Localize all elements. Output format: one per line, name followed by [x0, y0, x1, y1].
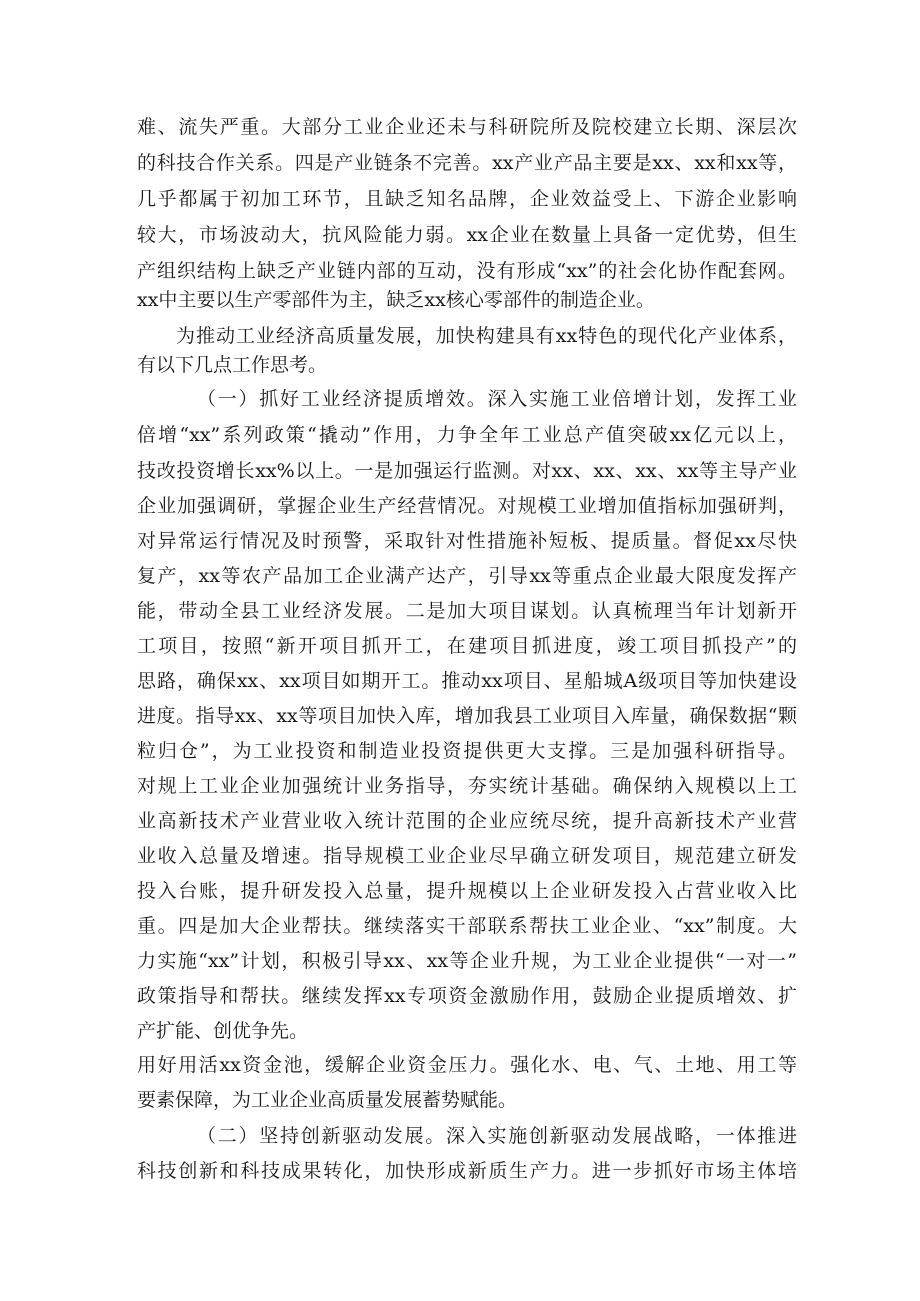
text-line: 有以下几点工作思考。 — [137, 354, 328, 376]
text-line: 投入台账，提升研发投入总量，提升规模以上企业研发投入占营业收入比 — [137, 880, 797, 902]
text-line: 重。四是加大企业帮扶。继续落实干部联系帮扶工业企业、“xx”制度。大 — [137, 915, 797, 937]
text-line: 业收入总量及增速。指导规模工业企业尽早确立研发项目，规范建立研发 — [137, 845, 797, 867]
section-heading-line: （一）抓好工业经济提质增效。深入实施工业倍增计划，发挥工业 — [197, 388, 797, 410]
text-line: 的科技合作关系。四是产业链条不完善。xx产业产品主要是xx、xx和xx等， — [137, 152, 797, 174]
text-line: 倍增“xx”系列政策“撬动”作用，力争全年工业总产值突破xx亿元以上， — [137, 424, 797, 446]
text-line: 政策指导和帮扶。继续发挥xx专项资金激励作用，鼓励企业提质增效、扩 — [137, 985, 797, 1007]
text-line: 能，带动全县工业经济发展。二是加大项目谋划。认真梳理当年计划新开 — [137, 600, 797, 622]
text-line: 对规上工业企业加强统计业务指导，夯实统计基础。确保纳入规模以上工 — [137, 775, 797, 797]
section-heading-line: （二）坚持创新驱动发展。深入实施创新驱动发展战略，一体推进 — [197, 1125, 797, 1147]
text-line: 进度。指导xx、xx等项目加快入库，增加我县工业项目入库量，确保数据“颗 — [137, 705, 797, 727]
text-line: xx中主要以生产零部件为主，缺乏xx核心零部件的制造企业。 — [137, 289, 655, 311]
text-line: 几乎都属于初加工环节，且缺乏知名品牌，企业效益受上、下游企业影响 — [137, 188, 797, 210]
text-line: 要素保障，为工业企业高质量发展蓄势赋能。 — [137, 1089, 518, 1111]
text-line: 较大，市场波动大，抗风险能力弱。xx企业在数量上具备一定优势，但生 — [137, 224, 797, 246]
text-line: 粒归仓”，为工业投资和制造业投资提供更大支撑。三是加强科研指导。 — [137, 740, 797, 762]
text-line: 复产，xx等农产品加工企业满产达产，引导xx等重点企业最大限度发挥产 — [137, 565, 797, 587]
text-line: 企业加强调研，掌握企业生产经营情况。对规模工业增加值指标加强研判， — [137, 495, 797, 517]
paragraph-first-line: 为推动工业经济高质量发展，加快构建具有xx特色的现代化产业体系， — [176, 325, 797, 347]
text-line: 产组织结构上缺乏产业链内部的互动，没有形成“xx”的社会化协作配套网。 — [137, 260, 797, 282]
text-line: 技改投资增长xx%以上。一是加强运行监测。对xx、xx、xx、xx等主导产业 — [137, 460, 797, 482]
text-line: 思路，确保xx、xx项目如期开工。推动xx项目、星船城A级项目等加快建设 — [137, 670, 797, 692]
text-line: 业高新技术产业营业收入统计范围的企业应统尽统，提升高新技术产业营 — [137, 810, 797, 832]
text-line: 难、流失严重。大部分工业企业还未与科研院所及院校建立长期、深层次 — [137, 116, 797, 138]
text-line: 工项目，按照“新开项目抓开工，在建项目抓进度，竣工项目抓投产”的 — [137, 635, 797, 657]
text-line: 对异常运行情况及时预警，采取针对性措施补短板、提质量。督促xx尽快 — [137, 530, 797, 552]
text-line: 用好用活xx资金池，缓解企业资金压力。强化水、电、气、土地、用工等 — [137, 1054, 797, 1076]
text-line: 力实施“xx”计划，积极引导xx、xx等企业升规，为工业企业提供“一对一” — [137, 950, 797, 972]
text-line: 科技创新和科技成果转化，加快形成新质生产力。进一步抓好市场主体培 — [137, 1160, 797, 1182]
text-line: 产扩能、创优争先。 — [137, 1020, 309, 1042]
